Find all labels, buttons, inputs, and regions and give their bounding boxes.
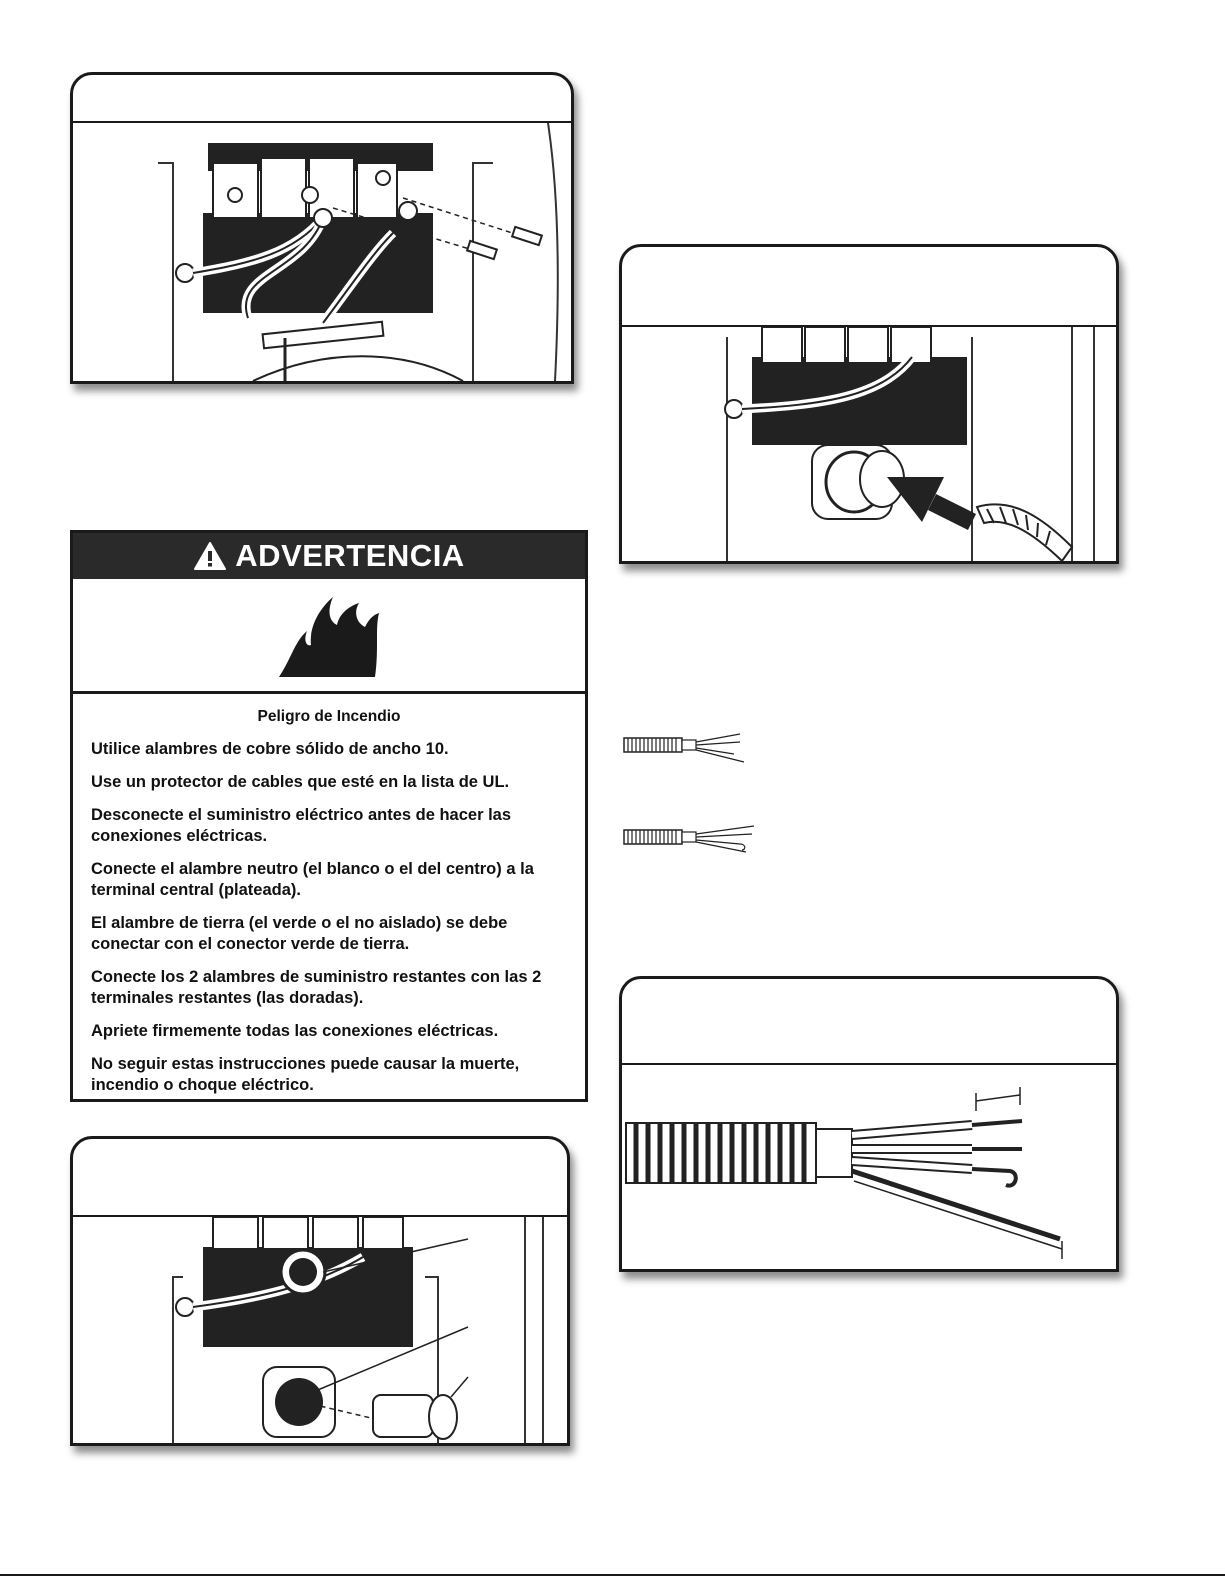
warning-triangle-icon [193,541,227,571]
warning-body [73,694,585,1096]
figure-header [622,247,1116,327]
warning-header [73,533,585,579]
page-footer-rule [0,1574,1225,1576]
warning-item: Utilice alambres de cobre sólido de ancho 10. [91,740,449,758]
strain-relief-illustration [73,1217,567,1443]
figure-conduit-insertion [619,244,1119,564]
warning-box [70,530,588,1102]
stripped-cable-illustration [622,1063,1116,1269]
terminal-block-illustration [73,123,571,381]
warning-heading: ADVERTENCIA [235,538,465,573]
figure-header [622,979,1116,1065]
figure-strain-relief-bushing [70,1136,570,1446]
fire-hazard-icon [277,589,381,679]
warning-item: El alambre de tierra (el verde o el no aislado) se debe conectar con el conector verde de tierra. [91,914,508,953]
figure-header [73,75,571,123]
warning-item: No seguir estas instrucciones puede causar la muerte, incendio o choque eléctrico. [91,1055,520,1094]
warning-subtitle: Peligro de Incendio [257,708,401,725]
warning-item: Conecte el alambre neutro (el blanco o el del centro) a la terminal central (plateada). [91,860,534,899]
conduit-insertion-illustration [622,327,1116,561]
figure-header [73,1139,567,1217]
warning-item: Use un protector de cables que esté en la lista de UL. [91,773,510,791]
warning-item: Conecte los 2 alambres de suministro restantes con las 2 terminales restantes (las doradas). [91,968,542,1007]
fire-symbol-area [73,579,585,694]
cable-four-wire-diagram [622,822,762,862]
figure-terminal-ring-connectors [70,72,574,384]
figure-stripped-cable [619,976,1119,1272]
warning-item: Apriete firmemente todas las conexiones eléctricas. [91,1022,499,1040]
warning-item: Desconecte el suministro eléctrico antes de hacer las conexiones eléctricas. [91,806,512,845]
cable-three-wire-diagram [622,730,752,770]
